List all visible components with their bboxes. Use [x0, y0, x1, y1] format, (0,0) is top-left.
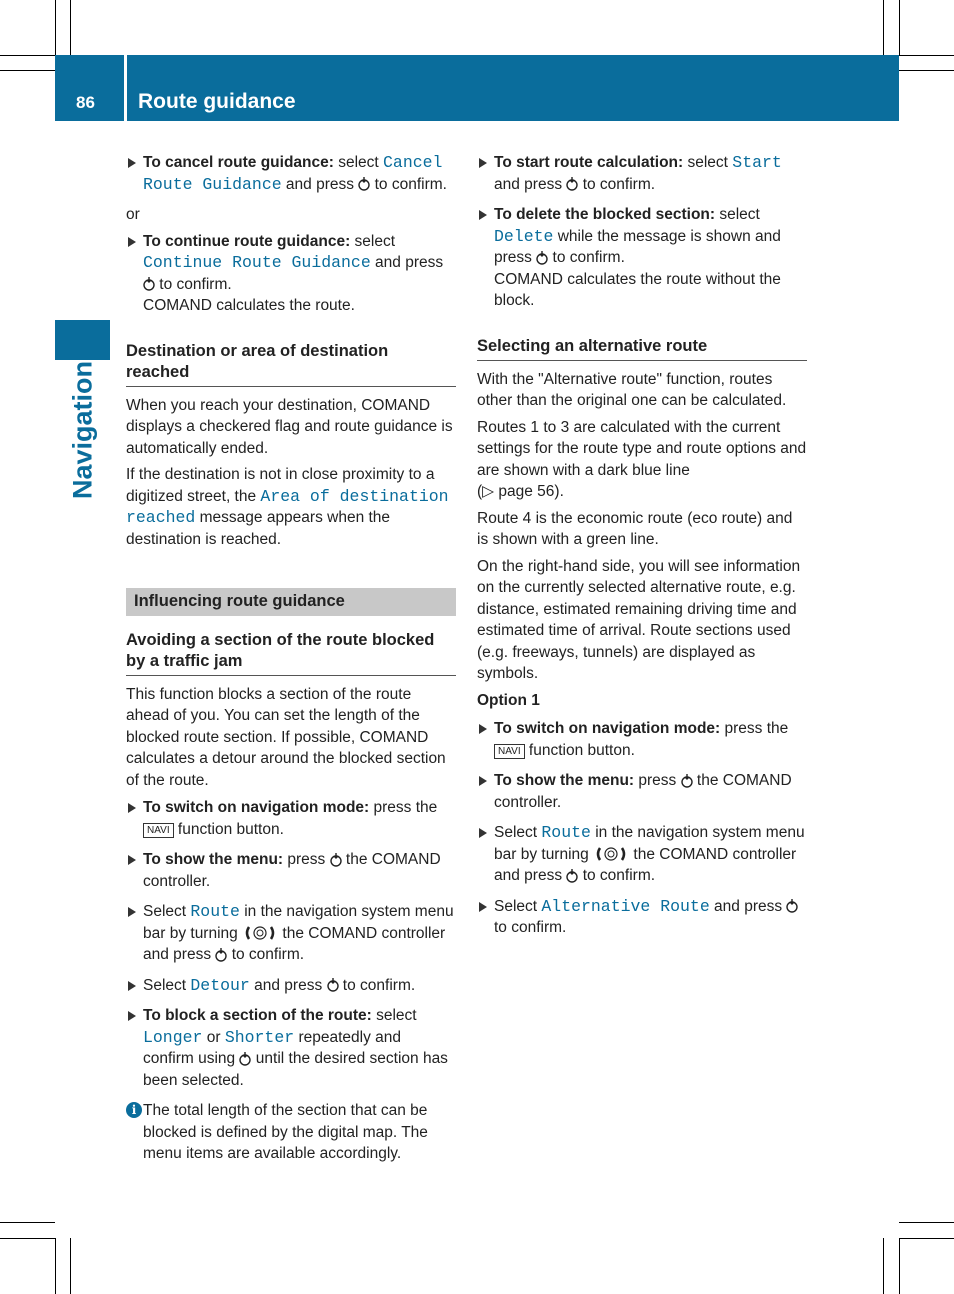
- text: the COMAND controller.: [494, 772, 792, 811]
- text: to confirm.: [578, 867, 656, 884]
- text: and press: [494, 175, 567, 193]
- text: Select: [143, 976, 191, 994]
- crop-mark: [70, 0, 71, 55]
- step-block-section: [126, 1005, 456, 1091]
- text: to confirm.: [370, 175, 447, 193]
- text: while the message is shown and press: [494, 227, 781, 266]
- text: select: [715, 206, 760, 223]
- step-arrow-icon: [479, 902, 487, 912]
- text: to confirm.: [548, 249, 625, 266]
- press-controller-icon: [566, 177, 578, 191]
- crop-mark: [883, 1238, 884, 1294]
- menu-item-alternative-route: Alternative Route: [541, 896, 710, 916]
- text: select: [683, 154, 733, 171]
- result-text: COMAND calculates the route without the block.: [494, 270, 781, 309]
- step-arrow-icon: [128, 907, 136, 917]
- text: to confirm.: [494, 919, 567, 936]
- crop-mark: [899, 70, 954, 71]
- step-arrow-icon: [128, 1011, 136, 1021]
- heading-destination-reached: Destination or area of destination reached: [126, 341, 456, 387]
- step-arrow-icon: [479, 210, 487, 220]
- paragraph: [477, 417, 807, 503]
- paragraph: Route 4 is the economic route (eco route) and is shown with a green line.: [477, 509, 793, 548]
- info-text: The total length of the section that can be blocked is defined by the digital map. The menu items are available accordingly.: [143, 1102, 428, 1162]
- message-area-of-destination-reached: Area of destination reached: [126, 486, 449, 527]
- text: Select: [494, 897, 542, 915]
- text: and press: [370, 254, 444, 271]
- press-controller-icon: [536, 251, 548, 265]
- text: and press: [249, 976, 327, 994]
- step-title: To continue route guidance:: [143, 232, 351, 250]
- header-title: Route guidance: [138, 90, 296, 113]
- menu-item-delete: Delete: [494, 226, 554, 246]
- crop-mark: [899, 1238, 900, 1294]
- text: select: [371, 1007, 417, 1024]
- step-arrow-icon: [479, 776, 487, 786]
- page-number: 86: [76, 93, 95, 112]
- text: Select: [143, 903, 191, 920]
- menu-item-longer: Longer: [143, 1027, 203, 1047]
- step-title: To show the menu:: [494, 772, 635, 789]
- menu-item-continue-route-guidance: Continue Route Guidance: [143, 253, 371, 272]
- step-switch-nav-mode: [477, 718, 807, 761]
- text: in the navigation system menu bar by turning: [494, 824, 805, 863]
- text: and press: [281, 175, 359, 193]
- text: to confirm.: [155, 275, 232, 293]
- menu-item-detour: Detour: [190, 975, 250, 995]
- step-arrow-icon: [128, 981, 136, 991]
- step-show-menu: [126, 849, 456, 892]
- press-controller-icon: [786, 899, 798, 913]
- paragraph: On the right-hand side, you will see information on the currently selected alternative route, e.g. distance, estimated remaining driving time and estimated time of arrival. Route sections used (e.g. freeways, tunnels) are displayed as symbols.: [477, 557, 801, 682]
- text: to confirm.: [227, 946, 305, 963]
- step-title: To delete the blocked section:: [494, 206, 716, 223]
- press-controller-icon: [239, 1052, 251, 1066]
- crop-mark: [0, 70, 55, 71]
- info-note: [126, 1100, 456, 1165]
- text: function button.: [524, 741, 635, 759]
- step-title: To block a section of the route:: [143, 1007, 372, 1024]
- step-select-route: [126, 901, 456, 966]
- navi-button-icon: NAVI: [143, 823, 174, 838]
- step-arrow-icon: [479, 828, 487, 838]
- text: in the navigation system menu bar by turning: [143, 903, 454, 942]
- paragraph: With the "Alternative route" function, routes other than the original one can be calculated.: [477, 370, 787, 409]
- text: message appears when the destination is reached.: [126, 509, 391, 548]
- step-continue-guidance: [126, 231, 456, 317]
- text: press the: [369, 799, 438, 816]
- press-controller-icon: [215, 948, 227, 962]
- text: or: [202, 1028, 225, 1046]
- paragraph: When you reach your destination, COMAND displays a checkered flag and route guidance is automatically ended.: [126, 396, 453, 457]
- text: repeatedly and confirm using: [143, 1028, 401, 1067]
- press-controller-icon: [358, 177, 370, 191]
- text: press: [634, 772, 681, 789]
- press-controller-icon: [681, 774, 693, 788]
- step-arrow-icon: [128, 237, 136, 247]
- text: the COMAND controller.: [143, 851, 441, 890]
- side-tab-label: Navigation: [67, 360, 98, 500]
- turn-controller-icon: [593, 846, 629, 862]
- crop-mark: [70, 1238, 71, 1294]
- header-separator: [124, 55, 127, 121]
- text: the COMAND controller and press: [143, 924, 446, 963]
- menu-item-start: Start: [732, 153, 782, 172]
- press-controller-icon: [330, 853, 342, 867]
- step-select-alternative-route: [477, 896, 807, 939]
- step-start-calculation: [477, 152, 807, 195]
- step-arrow-icon: [128, 855, 136, 865]
- text: function button.: [173, 820, 284, 838]
- menu-item-route: Route: [190, 902, 240, 921]
- text: to confirm.: [338, 976, 416, 994]
- text: press: [283, 851, 330, 868]
- text: If the destination is not in close proximity to a digitized street, the: [126, 466, 435, 505]
- step-select-route: [477, 822, 807, 887]
- step-title: To switch on navigation mode:: [494, 720, 721, 737]
- crop-mark: [899, 1238, 954, 1239]
- crop-mark: [0, 55, 55, 56]
- text: press the: [720, 720, 789, 737]
- step-title: To cancel route guidance:: [143, 154, 334, 171]
- text: select: [333, 154, 384, 171]
- section-header: Influencing route guidance: [126, 588, 456, 616]
- navi-button-icon: NAVI: [494, 744, 525, 759]
- crop-mark: [883, 0, 884, 55]
- paragraph: This function blocks a section of the route ahead of you. You can set the length of the blocked route section. If possible, COMAND calculates a detour around the blocked section of the route.: [126, 685, 446, 789]
- crop-mark: [0, 1222, 55, 1223]
- menu-item-cancel-route-guidance: Cancel Route Guidance: [143, 153, 443, 194]
- heading-avoid-section: Avoiding a section of the route blocked by a traffic jam: [126, 630, 456, 676]
- side-tab-marker: [55, 320, 110, 360]
- crop-mark: [899, 1222, 954, 1223]
- left-column: [126, 152, 456, 1165]
- press-controller-icon: [566, 869, 578, 883]
- step-select-detour: [126, 975, 456, 997]
- or-text: or: [126, 206, 140, 223]
- text: until the desired section has been selected.: [143, 1050, 448, 1089]
- press-controller-icon: [327, 978, 339, 992]
- option-label: Option 1: [477, 691, 540, 709]
- crop-mark: [899, 0, 900, 55]
- step-title: To start route calculation:: [494, 154, 684, 171]
- step-show-menu: [477, 770, 807, 813]
- crop-mark: [55, 0, 56, 55]
- text: the COMAND controller and press: [494, 845, 797, 884]
- step-arrow-icon: [479, 158, 487, 168]
- heading-alternative-route: Selecting an alternative route: [477, 336, 807, 361]
- right-column: [477, 152, 807, 948]
- step-switch-nav-mode: [126, 797, 456, 840]
- press-controller-icon: [143, 277, 155, 291]
- text: Select: [494, 824, 542, 841]
- turn-controller-icon: [242, 925, 278, 941]
- step-arrow-icon: [479, 724, 487, 734]
- crop-mark: [55, 1238, 56, 1294]
- step-arrow-icon: [128, 158, 136, 168]
- info-icon: i: [126, 1102, 142, 1118]
- step-title: To switch on navigation mode:: [143, 799, 370, 816]
- step-delete-blocked: [477, 204, 807, 312]
- text: to confirm.: [578, 175, 656, 193]
- text: select: [350, 232, 396, 250]
- page-reference: (▷ page 56).: [477, 483, 564, 500]
- menu-item-shorter: Shorter: [224, 1027, 295, 1047]
- crop-mark: [0, 1238, 55, 1239]
- paragraph: [126, 464, 456, 550]
- step-arrow-icon: [128, 803, 136, 813]
- result-text: COMAND calculates the route.: [143, 297, 355, 314]
- step-cancel-guidance: [126, 152, 456, 195]
- text: Routes 1 to 3 are calculated with the current settings for the route type and route options and are shown with a dark blue line: [477, 418, 807, 479]
- text: and press: [709, 897, 787, 915]
- crop-mark: [899, 55, 954, 56]
- step-title: To show the menu:: [143, 851, 284, 868]
- menu-item-route: Route: [541, 823, 591, 842]
